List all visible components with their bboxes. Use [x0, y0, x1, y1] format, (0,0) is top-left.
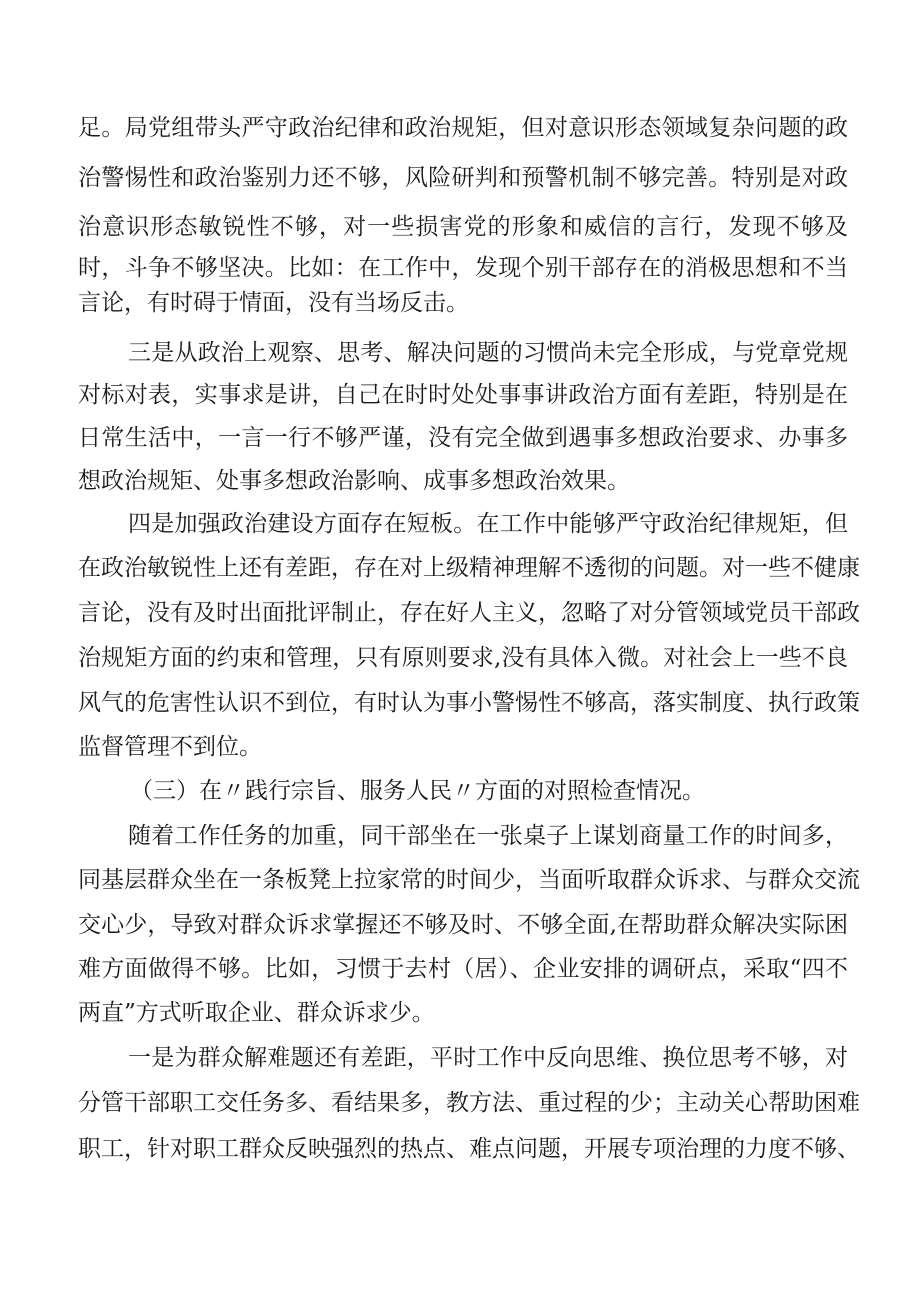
paragraph-first-line: 三是从政治上观察、思考、解决问题的习惯尚未完全形成，与党章党规: [128, 340, 848, 366]
text-line: 同基层群众坐在一条板凳上拉家常的时间少，当面听取群众诉求、与群众交流: [78, 867, 860, 893]
text-line: 风气的危害性认识不到位，有时认为事小警惕性不够高，落实制度、执行政策: [78, 690, 860, 716]
text-line: 监督管理不到位。: [78, 734, 262, 760]
text-line: 在政治敏锐性上还有差距，存在对上级精神理解不透彻的问题。对一些不健康: [78, 555, 860, 581]
text-line: 治规矩方面的约束和管理，只有原则要求,没有具体入微。对社会上一些不良: [78, 645, 848, 671]
text-line: 言论，有时碍于情面，没有当场反击。: [78, 290, 469, 316]
paragraph-first-line: 随着工作任务的加重，同干部坐在一张桌子上谋划商量工作的时间多，: [128, 823, 848, 849]
text-line: 职工，针对职工群众反映强烈的热点、难点问题，开展专项治理的力度不够、: [78, 1136, 860, 1162]
paragraph-first-line: 四是加强政治建设方面存在短板。在工作中能够严守政治纪律规矩，但: [128, 511, 848, 537]
text-line: 治警惕性和政治鉴别力还不够，风险研判和预警机制不够完善。特别是对政: [78, 165, 848, 191]
text-line: 交心少，导致对群众诉求掌握还不够及时、不够全面,在帮助群众解决实际困: [78, 912, 848, 938]
section-heading: （三）在〃践行宗旨、服务人民〃方面的对照检查情况。: [130, 778, 705, 804]
text-line: 难方面做得不够。比如，习惯于去村（居）、企业安排的调研点，采取“四不: [78, 956, 848, 982]
text-line: 两直”方式听取企业、群众诉求少。: [78, 1000, 435, 1026]
text-line: 对标对表，实事求是讲，自己在时时处处事事讲政治方面有差距，特别是在: [78, 382, 848, 408]
text-line: 言论，没有及时出面批评制止，存在好人主义，忽略了对分管领域党员干部政: [78, 600, 860, 626]
paragraph-first-line: 一是为群众解难题还有差距，平时工作中反向思维、换位思考不够，对: [128, 1045, 848, 1071]
text-line: 时，斗争不够坚决。比如：在工作中，发现个别干部存在的消极思想和不当: [78, 255, 848, 281]
text-line: 想政治规矩、处事多想政治影响、成事多想政治效果。: [78, 468, 630, 494]
text-line: 治意识形态敏锐性不够，对一些损害党的形象和威信的言行，发现不够及: [78, 214, 848, 240]
text-line: 分管干部职工交任务多、看结果多，教方法、重过程的少；主动关心帮助困难: [78, 1090, 860, 1116]
text-line: 日常生活中，一言一行不够严谨，没有完全做到遇事多想政治要求、办事多: [78, 425, 848, 451]
text-line: 足。局党组带头严守政治纪律和政治规矩，但对意识形态领域复杂问题的政: [78, 115, 848, 141]
